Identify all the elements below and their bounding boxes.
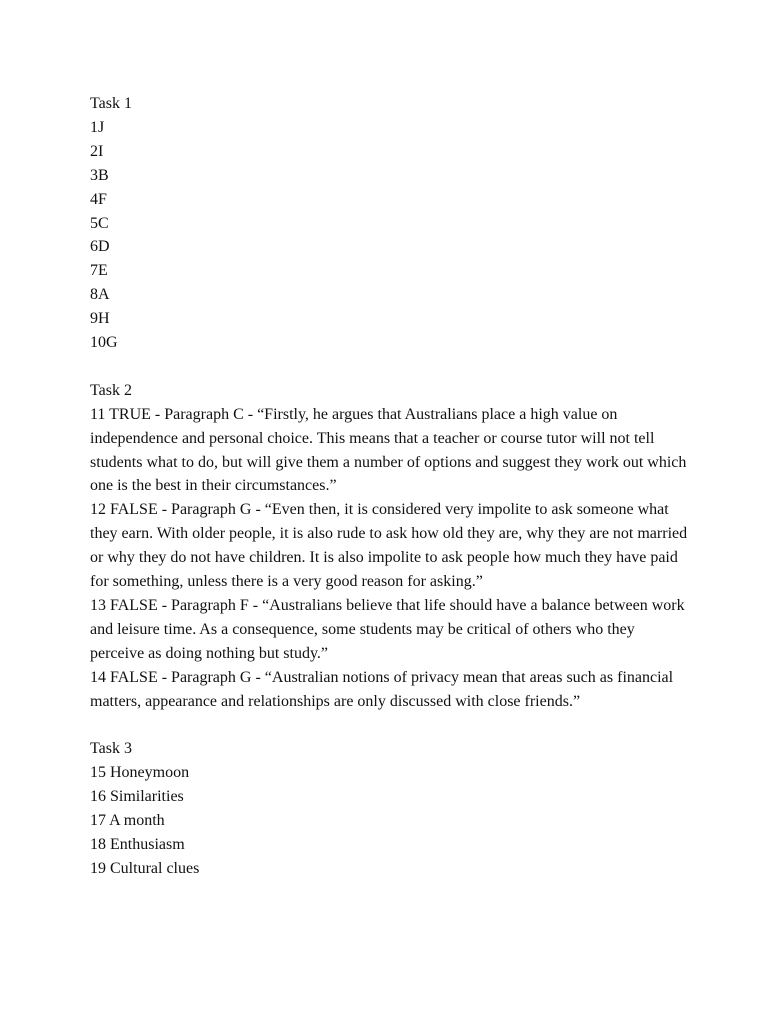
task-1-answer: 8A	[90, 286, 110, 304]
task-2-section	[90, 379, 690, 714]
task-1-heading: Task 1	[90, 95, 132, 112]
task-2-answer: 12 FALSE - Paragraph G - “Even then, it is considered very impolite to ask someone what they earn. With older people, it is also rude to ask how old they are, why they are not married or why they do not have children. It is also impolite to ask people how much they have paid for something, unless there is a very good reason for asking.”	[90, 501, 688, 591]
task-1-answer: 2I	[90, 142, 104, 160]
section-spacer	[90, 714, 690, 738]
task-3-answer: 17 A month	[90, 812, 165, 830]
task-1-answer: 10G	[90, 334, 118, 352]
task-2-answer: 13 FALSE - Paragraph F - “Australians believe that life should have a balance between work and leisure time. As a consequence, some students may be critical of others who they perceive as doing nothing but study.”	[90, 597, 685, 662]
task-1-answer: 3B	[90, 166, 109, 184]
task-1-section	[90, 92, 690, 355]
task-1-answer: 7E	[90, 262, 108, 280]
task-1-answer: 5C	[90, 214, 109, 232]
task-3-answer: 15 Honeymoon	[90, 764, 190, 782]
task-3-answer: 19 Cultural clues	[90, 859, 200, 877]
task-1-answer: 4F	[90, 190, 107, 208]
task-3-section	[90, 737, 690, 880]
answer-document	[90, 92, 690, 881]
task-3-heading: Task 3	[90, 740, 132, 758]
section-spacer	[90, 355, 690, 379]
task-1-answer: 1J	[90, 118, 105, 136]
task-1-answer: 6D	[90, 238, 110, 256]
task-2-answer: 14 FALSE - Paragraph G - “Australian notions of privacy mean that areas such as financial matters, appearance and relationships are only discussed with close friends.”	[90, 668, 674, 710]
task-3-answer: 16 Similarities	[90, 788, 184, 806]
task-1-answer: 9H	[90, 310, 110, 328]
task-2-answer: 11 TRUE - Paragraph C - “Firstly, he argues that Australians place a high value on independence and personal choice. This means that a teacher or course tutor will not tell students what to do, but will give them a number of options and suggest they work out which one is the best in their circumstances.”	[90, 405, 687, 495]
task-2-heading: Task 2	[90, 381, 132, 399]
task-3-answer: 18 Enthusiasm	[90, 836, 185, 854]
